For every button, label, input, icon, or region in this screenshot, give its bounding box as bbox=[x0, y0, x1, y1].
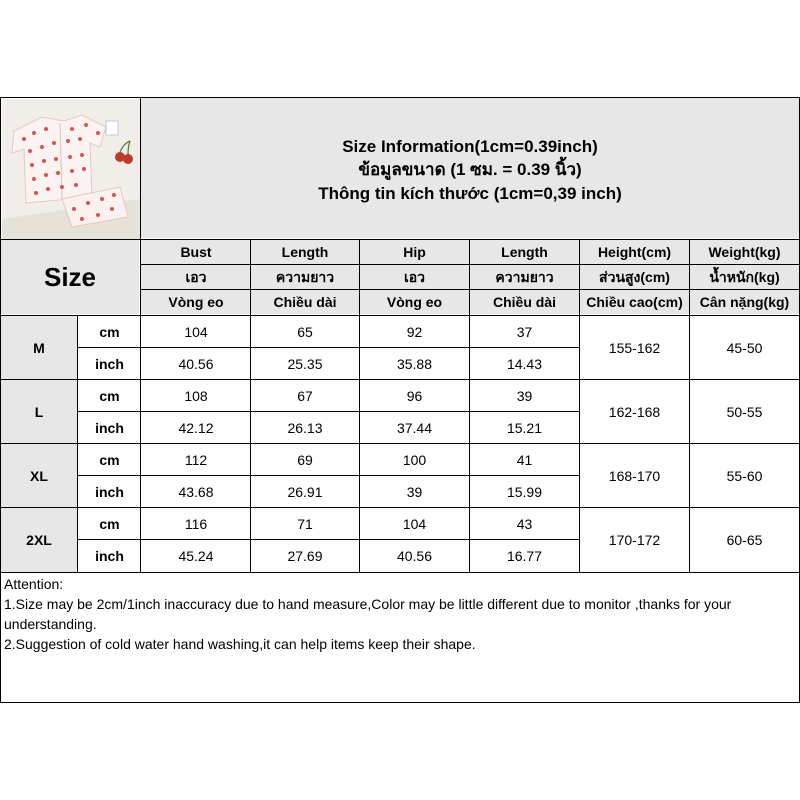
top-length-cm: 67 bbox=[297, 387, 313, 404]
col-height-en: Height(cm) bbox=[597, 244, 672, 260]
rule bbox=[0, 315, 800, 316]
col-pants-length-th: ความยาว bbox=[495, 269, 554, 285]
weight-range: 45-50 bbox=[726, 339, 763, 356]
size-name: XL bbox=[30, 467, 48, 484]
weight-range: 50-55 bbox=[726, 403, 763, 420]
pants-length-inch: 16.77 bbox=[506, 548, 543, 564]
hip-inch: 40.56 bbox=[396, 548, 433, 564]
attention-notes bbox=[4, 574, 794, 654]
hip-inch: 39 bbox=[406, 483, 423, 500]
pants-length-cm: 43 bbox=[516, 515, 533, 532]
bust-cm: 112 bbox=[184, 451, 208, 468]
rule bbox=[140, 97, 141, 573]
top-length-cm: 69 bbox=[297, 451, 313, 468]
top-length-inch: 26.91 bbox=[287, 483, 323, 500]
size-column-label: Size bbox=[43, 262, 97, 292]
col-pants-length-vi: Chiều dài bbox=[492, 294, 556, 310]
unit-cm: cm bbox=[99, 387, 120, 404]
top-length-inch: 25.35 bbox=[287, 355, 323, 372]
border-top bbox=[0, 97, 800, 98]
attention-note-1: 1.Size may be 2cm/1inch inaccuracy due to hand measure,Color may be little different due to monitor ,thanks for your understanding. bbox=[4, 596, 732, 632]
rule bbox=[77, 347, 580, 348]
weight-range: 55-60 bbox=[726, 467, 763, 484]
col-hip-th: เอว bbox=[403, 269, 426, 285]
rule bbox=[77, 411, 580, 412]
rule bbox=[250, 239, 251, 573]
size-name: M bbox=[33, 339, 45, 356]
bust-cm: 104 bbox=[184, 323, 208, 340]
rule bbox=[77, 475, 580, 476]
col-height-th: ส่วนสูง(cm) bbox=[599, 269, 670, 285]
unit-inch: inch bbox=[95, 355, 124, 372]
size-chart bbox=[0, 97, 800, 703]
hip-cm: 96 bbox=[406, 387, 423, 404]
height-range: 155-162 bbox=[608, 339, 661, 356]
pants-length-cm: 39 bbox=[516, 387, 533, 404]
bust-inch: 42.12 bbox=[178, 419, 214, 436]
unit-inch: inch bbox=[95, 419, 124, 436]
rule bbox=[0, 507, 800, 508]
header-title-th: ข้อมูลขนาด (1 ซม. = 0.39 นิ้ว) bbox=[358, 159, 582, 179]
pants-length-inch: 15.21 bbox=[506, 419, 543, 436]
pants-length-cm: 41 bbox=[516, 451, 533, 468]
border-left bbox=[0, 97, 1, 703]
product-photo bbox=[2, 99, 140, 239]
attention-title: Attention: bbox=[4, 576, 64, 592]
header-title-vi: Thông tin kích thước (1cm=0,39 inch) bbox=[318, 183, 622, 203]
col-bust-vi: Vòng eo bbox=[168, 294, 224, 310]
pants-length-inch: 15.99 bbox=[506, 483, 543, 500]
bust-cm: 108 bbox=[184, 387, 208, 404]
top-length-inch: 27.69 bbox=[287, 548, 323, 564]
rule bbox=[689, 239, 690, 573]
size-name: L bbox=[34, 403, 44, 420]
col-bust-th: เอว bbox=[185, 269, 207, 285]
col-top-length-en: Length bbox=[281, 244, 329, 260]
col-top-length-vi: Chiều dài bbox=[273, 294, 337, 310]
top-length-cm: 65 bbox=[297, 323, 313, 340]
col-bust-en: Bust bbox=[180, 244, 212, 260]
height-range: 170-172 bbox=[608, 532, 661, 548]
rule bbox=[141, 264, 800, 265]
weight-range: 60-65 bbox=[726, 532, 763, 548]
header-title-en: Size Information(1cm=0.39inch) bbox=[342, 136, 598, 156]
col-weight-vi: Cân nặng(kg) bbox=[699, 294, 790, 310]
unit-cm: cm bbox=[99, 323, 120, 340]
rule bbox=[141, 289, 800, 290]
hip-cm: 104 bbox=[402, 515, 427, 532]
unit-inch: inch bbox=[95, 548, 124, 564]
height-range: 162-168 bbox=[608, 403, 661, 420]
rule bbox=[0, 239, 800, 240]
bust-inch: 45.24 bbox=[178, 548, 214, 564]
col-pants-length-en: Length bbox=[501, 244, 548, 260]
hip-cm: 100 bbox=[402, 451, 427, 468]
attention-note-2: 2.Suggestion of cold water hand washing,it can help items keep their shape. bbox=[4, 636, 476, 652]
bust-inch: 40.56 bbox=[178, 355, 214, 372]
col-weight-en: Weight(kg) bbox=[708, 244, 781, 260]
size-name: 2XL bbox=[26, 532, 52, 548]
unit-inch: inch bbox=[95, 483, 124, 500]
hip-inch: 37.44 bbox=[396, 419, 433, 436]
col-hip-vi: Vòng eo bbox=[386, 294, 443, 310]
bust-cm: 116 bbox=[184, 515, 208, 532]
rule bbox=[359, 239, 360, 573]
col-height-vi: Chiều cao(cm) bbox=[586, 294, 683, 310]
border-bottom bbox=[0, 702, 800, 703]
rule bbox=[0, 379, 800, 380]
pants-length-inch: 14.43 bbox=[506, 355, 543, 372]
pants-length-cm: 37 bbox=[516, 323, 533, 340]
hip-inch: 35.88 bbox=[396, 355, 433, 372]
height-range: 168-170 bbox=[608, 467, 661, 484]
col-top-length-th: ความยาว bbox=[275, 269, 335, 285]
top-length-cm: 71 bbox=[297, 515, 313, 532]
rule bbox=[469, 239, 470, 573]
rule bbox=[579, 239, 580, 573]
bust-inch: 43.68 bbox=[178, 483, 214, 500]
rule bbox=[0, 572, 800, 573]
top-length-inch: 26.13 bbox=[287, 419, 323, 436]
hip-cm: 92 bbox=[406, 323, 423, 340]
unit-cm: cm bbox=[99, 515, 120, 532]
rule bbox=[77, 539, 580, 540]
rule bbox=[0, 443, 800, 444]
unit-cm: cm bbox=[99, 451, 120, 468]
col-weight-th: น้ำหนัก(kg) bbox=[709, 269, 780, 285]
rule bbox=[77, 315, 78, 573]
col-hip-en: Hip bbox=[403, 244, 426, 260]
